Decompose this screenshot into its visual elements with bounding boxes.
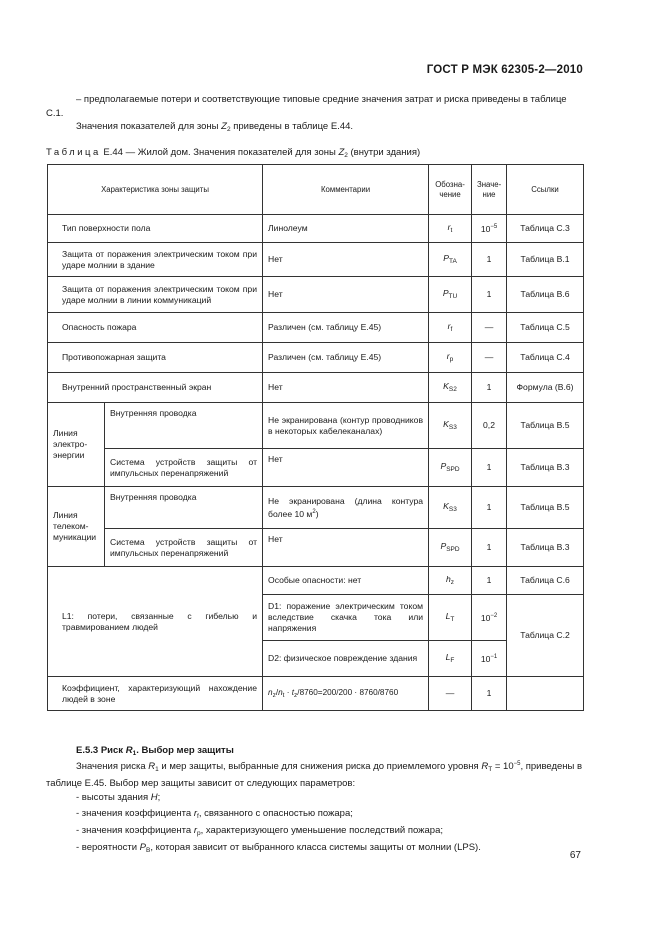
header-comments: Комментарии	[263, 165, 429, 215]
table-row: Противопожарная защита Различен (см. таблицу Е.45) $r_p$ — Таблица С.4	[48, 343, 584, 373]
header-characteristic: Характеристика зоны защиты	[48, 165, 263, 215]
table-row: Линия телеком-муникации Внутренняя проводка Не экранирована (длина контура более 10 $м^2$) $K_{S3}$ 1 Таблица В.5	[48, 487, 584, 529]
table-row: Тип поверхности пола Линолеум $r_t$ $10^{-5}$ Таблица С.3	[48, 215, 584, 243]
telecom-line-label: Линия телеком-муникации	[48, 487, 105, 567]
power-line-label: Линия электро-энергии	[48, 403, 105, 487]
table-row: Коэффициент, характеризующий нахождение людей в зоне $n_z/n_t \cdot t_z/8760=200/200 \cdot 8760/8760$ — 1	[48, 677, 584, 711]
table-row: Защита от поражения электрическим током при ударе молнии в линии коммуникаций Нет $P_{TU}$ 1 Таблица В.6	[48, 277, 584, 313]
header-symbol: Обозна-чение	[429, 165, 472, 215]
list-item: - высоты здания H;	[76, 791, 161, 803]
table-row: L1: потери, связанные с гибелью и травмированием людей Особые опасности: нет $h_z$ 1 Таблица С.6	[48, 567, 584, 595]
header-refs: Ссылки	[507, 165, 584, 215]
l1-loss-label: L1: потери, связанные с гибелью и травмированием людей	[48, 567, 263, 677]
document-header: ГОСТ Р МЭК 62305-2—2010	[426, 64, 583, 76]
caption-label: Таблица	[46, 147, 101, 158]
section-heading: Е.5.3 Риск $R_1$. Выбор мер защиты	[76, 745, 234, 757]
table-row: Опасность пожара Различен (см. таблицу Е.45) $r_f$ — Таблица С.5	[48, 313, 584, 343]
body-text	[46, 758, 584, 858]
intro-line-2: Значения показателей для зоны $Z_2$ приведены в таблице Е.44.	[76, 121, 354, 133]
table-row: D1: поражение электрическим током вследствие скачка тока или напряжения $L_T$ $10^{-2}$ Таблица С.2	[48, 595, 584, 641]
list-item: - вероятности $P_B$, которая зависит от выбранного класса системы защиты от молнии (LPS).	[76, 841, 481, 854]
table-row: Защита от поражения электрическим током при ударе молнии в здание Нет $P_{TA}$ 1 Таблица В.1	[48, 243, 584, 277]
intro-line-1: – предполагаемые потери и соответствующие типовые средние значения затрат и риска приведены в таблице С.1.	[46, 94, 567, 119]
table-row: Система устройств защиты от импульсных перенапряжений Нет $P_{SPD}$ 1 Таблица В.3	[48, 449, 584, 487]
intro-paragraph	[46, 93, 584, 137]
parameters-table	[47, 164, 584, 711]
presence-formula: $n_z/n_t \cdot t_z/8760=200/200 \cdot 8760/8760$	[263, 677, 429, 711]
shared-ref-cell: Таблица С.2	[507, 595, 584, 677]
page-number: 67	[569, 850, 581, 861]
list-item: - значения коэффициента $r_f$, связанного с опасностью пожара;	[76, 808, 353, 821]
header-value: Значе-ние	[472, 165, 507, 215]
table-row: Система устройств защиты от импульсных перенапряжений Нет $P_{SPD}$ 1 Таблица В.3	[48, 529, 584, 567]
body-paragraph: Значения риска $R_1$ и мер защиты, выбранные для снижения риска до приемлемого уровня $R_T = 10^{-5}$, приведены в таблице Е.45. Выбор мер защиты зависит от следующих параметров:	[46, 761, 583, 789]
table-row: Линия электро-энергии Внутренняя проводка Не экранирована (контур проводников в некоторых кабелеканалах) $K_{S3}$ 0,2 Таблица В.5	[48, 403, 584, 449]
table-header-row	[48, 165, 584, 215]
list-item: - значения коэффициента $r_p$, характеризующего уменьшение последствий пожара;	[76, 825, 444, 838]
table-caption: Таблица Е.44 — Жилой дом. Значения показателей для зоны $Z_2$ (внутри здания)	[46, 147, 421, 159]
table-row: D2: физическое повреждение здания $L_F$ $10^{-1}$	[48, 641, 584, 677]
table-row: Внутренний пространственный экран Нет $K_{S2}$ 1 Формула (В.6)	[48, 373, 584, 403]
